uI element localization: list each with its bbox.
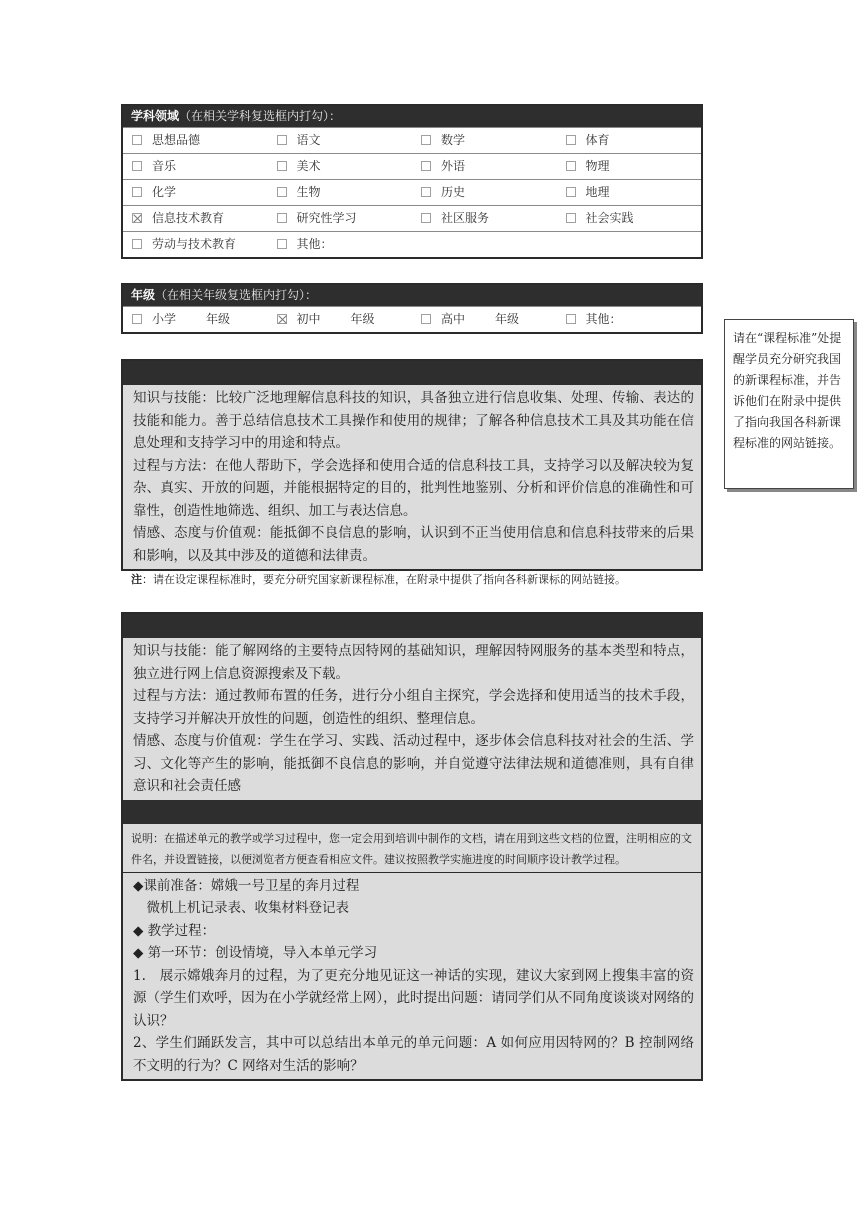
unit-objectives-body xyxy=(123,638,701,800)
checkbox-label: 外语 xyxy=(441,159,466,173)
teaching-process-body xyxy=(123,873,701,1080)
standards-knowledge-paragraph: 知识与技能：比较广泛地理解信息科技的知识，具备独立进行信息收集、处理、传输、表达的技能和能力。善于总结信息技术工具操作和使用的规律；了解各种信息技术工具及其功能在信息处理和支持学习中的用途和特点。 xyxy=(133,390,694,451)
grade-title: 年级 xyxy=(131,288,156,302)
checkbox-label: 研究性学习 xyxy=(296,211,357,225)
checkbox-label: 地理 xyxy=(585,185,610,199)
process-line: 微机上机记录表、收集材料登记表 xyxy=(133,900,349,916)
checkbox-icon[interactable] xyxy=(277,135,287,145)
grade-note: （在相关年级复选框内打勾）： xyxy=(155,288,318,302)
checkbox-option[interactable] xyxy=(268,205,413,231)
checkbox-option[interactable] xyxy=(123,306,268,332)
checkbox-option[interactable] xyxy=(268,153,413,179)
footnote xyxy=(131,571,626,587)
checkbox-icon[interactable] xyxy=(421,135,431,145)
checkbox-label: 语文 xyxy=(296,133,321,147)
checkbox-icon[interactable] xyxy=(421,161,431,171)
process-line: ◆ 教学过程： xyxy=(133,922,216,939)
subject-area-note: （在相关学科复选框内打勾）： xyxy=(179,109,342,123)
checkbox-icon[interactable] xyxy=(132,314,142,324)
objectives-process-paragraph: 过程与方法：通过教师布置的任务，进行分小组自主探究，学会选择和使用适当的技术手段，支持学习并解决开放性的问题，创造性的组织、整理信息。 xyxy=(133,688,694,727)
checkbox-label: 信息技术教育 xyxy=(152,211,225,225)
checkbox-icon[interactable] xyxy=(132,239,142,249)
checked-checkbox-icon[interactable] xyxy=(132,213,142,223)
checkbox-icon[interactable] xyxy=(566,135,576,145)
process-line: 2、学生们踊跃发言，其中可以总结出本单元的单元问题：A 如何应用因特网的？B 控制网络不文明的行为？C 网络对生活的影响？ xyxy=(133,1035,694,1074)
checkbox-option[interactable] xyxy=(123,153,268,179)
grade-header xyxy=(123,285,701,306)
checkbox-label: 化学 xyxy=(152,185,177,199)
checkbox-option[interactable] xyxy=(557,179,702,205)
grade-suffix-label: 年级 xyxy=(350,312,375,326)
checkbox-icon[interactable] xyxy=(277,187,287,197)
checkbox-icon[interactable] xyxy=(132,187,142,197)
checkbox-option[interactable] xyxy=(268,306,413,332)
checkbox-label: 社区服务 xyxy=(441,211,490,225)
checkbox-label: 美术 xyxy=(296,159,321,173)
standards-process-paragraph: 过程与方法：在他人帮助下，学会选择和使用合适的信息科技工具，支持学习以及解决较为复杂、真实、开放的问题，并能根据特定的目的，批判性地鉴别、分析和评价信息的准确性和可靠性，创造性地筛选、组织、加工与表达信息。 xyxy=(133,457,694,519)
footnote-text: ：请在设定课程标准时，要充分研究国家新课程标准，在附录中提供了指向各科新课标的网站链接。 xyxy=(142,573,626,586)
checkbox-option[interactable] xyxy=(412,179,557,205)
checkbox-icon[interactable] xyxy=(421,314,431,324)
empty-cell xyxy=(412,231,557,257)
checkbox-icon[interactable] xyxy=(421,213,431,223)
checkbox-option[interactable] xyxy=(123,205,268,231)
checkbox-option[interactable] xyxy=(123,231,268,257)
checkbox-label: 音乐 xyxy=(152,159,177,173)
subject-checkbox-grid xyxy=(123,127,701,257)
checkbox-option[interactable] xyxy=(268,231,413,257)
grade-suffix-label: 年级 xyxy=(206,312,231,326)
checkbox-icon[interactable] xyxy=(277,161,287,171)
checkbox-option[interactable] xyxy=(412,153,557,179)
checkbox-icon[interactable] xyxy=(566,213,576,223)
grade-box xyxy=(121,283,703,334)
unit-objectives-header xyxy=(123,614,701,638)
checkbox-label: 思想品德 xyxy=(152,133,201,147)
checkbox-label: 生物 xyxy=(296,185,321,199)
teaching-process-description: 说明：在描述单元的教学或学习过程中，您一定会用到培训中制作的文档，请在用到这些文档的位置，注明相应的文件名，并设置链接，以便浏览者方便查看相应文件。建议按照教学实施进度的时间顺序设计教学过程。 xyxy=(123,824,701,873)
checkbox-option[interactable] xyxy=(412,306,557,332)
teaching-process-header xyxy=(123,800,701,824)
grade-checkbox-grid xyxy=(123,306,701,332)
checkbox-label: 体育 xyxy=(585,133,610,147)
checkbox-option[interactable] xyxy=(557,306,702,332)
grade-suffix-label: 年级 xyxy=(495,312,520,326)
checkbox-option[interactable] xyxy=(268,127,413,153)
checkbox-option[interactable] xyxy=(412,127,557,153)
checkbox-icon[interactable] xyxy=(566,161,576,171)
unit-objectives-box xyxy=(121,612,703,1081)
checkbox-icon[interactable] xyxy=(566,187,576,197)
checkbox-label: 小学 xyxy=(152,312,177,326)
side-comment-box: 请在“课程标准”处提醒学员充分研究我国的新课程标准，并告诉他们在附录中提供了指向我国各科新课程标准的网站链接。 xyxy=(724,319,854,489)
checkbox-option[interactable] xyxy=(557,205,702,231)
checkbox-label: 物理 xyxy=(585,159,610,173)
checkbox-icon[interactable] xyxy=(421,187,431,197)
process-line: ◆ 第一环节：创设情境，导入本单元学习 xyxy=(133,945,378,961)
checkbox-icon[interactable] xyxy=(277,239,287,249)
checkbox-label: 劳动与技术教育 xyxy=(152,237,237,251)
checkbox-label: 数学 xyxy=(441,133,466,147)
checkbox-label: 初中 xyxy=(296,312,321,326)
checkbox-icon[interactable] xyxy=(132,161,142,171)
objectives-knowledge-paragraph: 知识与技能：能了解网络的主要特点因特网的基础知识，理解因特网服务的基本类型和特点，独立进行网上信息资源搜索及下载。 xyxy=(133,643,694,682)
checkbox-option[interactable] xyxy=(557,127,702,153)
checkbox-option[interactable] xyxy=(268,179,413,205)
checkbox-icon[interactable] xyxy=(132,135,142,145)
process-line: 1. 展示嫦娥奔月的过程，为了更充分地见证这一神话的实现，建议大家到网上搜集丰富的资源（学生们欢呼，因为在小学就经常上网），此时提出问题：请同学们从不同角度谈谈对网络的认识？ xyxy=(133,967,694,1029)
standards-attitude-paragraph: 情感、态度与价值观：能抵御不良信息的影响，认识到不正当使用信息和信息科技带来的后果和影响，以及其中涉及的道德和法律责。 xyxy=(133,525,694,564)
empty-cell xyxy=(557,231,702,257)
checkbox-icon[interactable] xyxy=(566,314,576,324)
process-line: ◆课前准备：嫦娥一号卫星的奔月过程 xyxy=(133,877,360,894)
checkbox-option[interactable] xyxy=(123,179,268,205)
checkbox-label: 其他： xyxy=(296,237,333,251)
subject-area-header xyxy=(123,106,701,127)
footnote-label: 注 xyxy=(131,573,142,586)
objectives-attitude-paragraph: 情感、态度与价值观：学生在学习、实践、活动过程中，逐步体会信息科技对社会的生活、学习、文化等产生的影响，能抵御不良信息的影响，并自觉遵守法律法规和道德准则，具有自律意识和社会责任感 xyxy=(133,733,694,794)
checkbox-label: 社会实践 xyxy=(585,211,634,225)
curriculum-standards-box xyxy=(121,359,703,571)
checkbox-option[interactable] xyxy=(123,127,268,153)
subject-area-title: 学科领域 xyxy=(131,109,180,123)
checkbox-label: 高中 xyxy=(441,312,466,326)
checkbox-option[interactable] xyxy=(557,153,702,179)
checkbox-label: 历史 xyxy=(441,185,466,199)
curriculum-standards-body xyxy=(123,385,701,569)
checkbox-option[interactable] xyxy=(412,205,557,231)
checkbox-icon[interactable] xyxy=(277,213,287,223)
checked-checkbox-icon[interactable] xyxy=(277,314,287,324)
curriculum-standards-header xyxy=(123,361,701,385)
checkbox-label: 其他： xyxy=(585,312,622,326)
subject-area-box xyxy=(121,104,703,259)
